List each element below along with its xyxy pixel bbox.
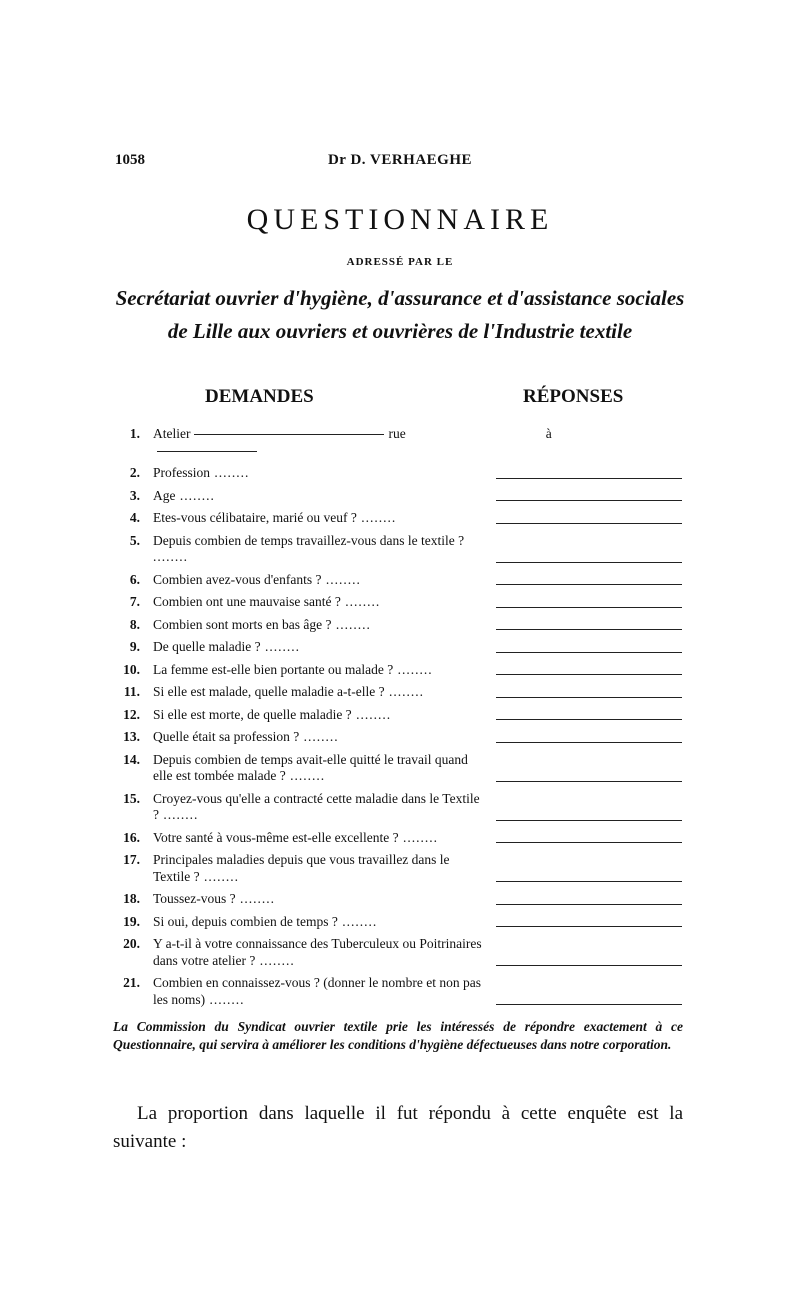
question-label: Quelle était sa profession ?: [153, 729, 300, 744]
question-text: [153, 729, 486, 746]
leader-dots: ........: [393, 661, 433, 677]
question-row: [110, 936, 690, 969]
subtitle: ADRESSÉ PAR LE: [346, 256, 454, 268]
question-list: [110, 426, 690, 1014]
question-number: 10.: [123, 661, 140, 677]
page-number: 1058: [115, 152, 145, 168]
question-row: [110, 791, 690, 824]
question-number: 19.: [123, 913, 140, 929]
leader-dots: ........: [260, 639, 300, 654]
leader-dots: ........: [235, 891, 276, 906]
running-head: Dr D. VERHAEGHE: [327, 152, 473, 168]
leader-dots: ........: [285, 768, 326, 783]
question-text: [153, 830, 486, 847]
question-text: [153, 662, 486, 679]
question-row: [110, 684, 690, 701]
answer-line[interactable]: [496, 652, 682, 653]
question-number: 2.: [129, 465, 140, 480]
question-text: [153, 639, 486, 656]
question-row: [110, 488, 690, 505]
question-row: [110, 662, 690, 679]
question-row: [110, 914, 690, 931]
question-row: [110, 975, 690, 1008]
answer-line[interactable]: [496, 607, 682, 608]
question-label: Croyez-vous qu'elle a contracté cette maladie dans le Textile ?: [153, 790, 480, 822]
body-paragraph: La proportion dans laquelle il fut répondu à cette enquête est la suivante :: [113, 1103, 683, 1152]
question-row: [110, 707, 690, 724]
question-number: 21.: [123, 975, 140, 990]
leader-dots: ........: [321, 571, 361, 587]
question-label: Toussez-vous ?: [153, 891, 236, 906]
leader-dots: ........: [255, 952, 295, 968]
question-number: 18.: [123, 891, 140, 906]
question-label: Atelier: [153, 426, 191, 441]
answer-line[interactable]: [496, 674, 682, 675]
question-label: Combien avez-vous d'enfants ?: [153, 571, 322, 587]
answer-line[interactable]: [496, 719, 682, 720]
question-text: [153, 465, 486, 482]
question-number: 12.: [123, 706, 140, 722]
answer-line[interactable]: [496, 629, 682, 630]
notice-paragraph: La Commission du Syndicat ouvrier textile prie les intéressés de répondre exactement à ce Questionnaire, qui servira à améliorer les conditions d'hygiène défectueuses dans notre corporation.: [113, 1019, 683, 1052]
question-row: [110, 465, 690, 482]
question-number: 16.: [123, 829, 140, 845]
question-row: [110, 426, 690, 459]
answer-line[interactable]: [496, 820, 682, 821]
question-number: 14.: [123, 751, 140, 767]
question-label: Depuis combien de temps travaillez-vous dans le textile ?: [153, 532, 465, 548]
question-text: [153, 617, 486, 634]
question-label: Principales maladies depuis que vous travaillez dans le Textile ?: [153, 852, 450, 884]
question-number: 15.: [123, 790, 140, 806]
question-text: [153, 852, 486, 885]
answer-line[interactable]: [496, 562, 682, 563]
question-label: Si elle est malade, quelle maladie a-t-elle ?: [153, 684, 385, 699]
question-text: [153, 488, 486, 505]
question-row: [110, 852, 690, 885]
answer-line[interactable]: [496, 904, 682, 905]
leader-dots: ........: [337, 913, 378, 929]
question-text: [153, 572, 486, 589]
column-header-reponses: RÉPONSES: [523, 386, 624, 407]
leader-dots: ........: [210, 465, 250, 480]
question-number: 11.: [123, 684, 140, 699]
answer-line[interactable]: [496, 881, 682, 882]
question-text: [153, 533, 486, 566]
question-text: [153, 791, 486, 824]
leader-dots: ........: [175, 487, 215, 503]
answer-line[interactable]: [496, 965, 682, 966]
question-label: Y a-t-il à votre connaissance des Tuberculeux ou Poitrinaires dans votre atelier ?: [153, 936, 482, 968]
column-header-demandes: DEMANDES: [205, 386, 314, 407]
leader-dots: ........: [205, 991, 245, 1007]
question-number: 20.: [123, 936, 140, 951]
question-text: [153, 936, 486, 969]
question-row: [110, 617, 690, 634]
question-text: [153, 510, 486, 527]
answer-line[interactable]: [496, 697, 682, 698]
question-row: [110, 729, 690, 746]
a-label: à: [545, 426, 552, 441]
question-label: Si elle est morte, de quelle maladie ?: [153, 706, 352, 722]
question-text: [153, 891, 486, 908]
question-row: [110, 891, 690, 908]
question-label: Si oui, depuis combien de temps ?: [153, 913, 338, 929]
leader-dots: ........: [340, 594, 381, 609]
leader-dots: ........: [356, 510, 397, 525]
leader-dots: ........: [153, 549, 188, 564]
question-label: Combien en connaissez-vous ? (donner le nombre et non pas les noms): [153, 975, 482, 1007]
question-label: Depuis combien de temps avait-elle quitté le travail quand elle est tombée malade ?: [153, 751, 468, 783]
question-label: Combien ont une mauvaise santé ?: [153, 594, 341, 609]
question-text: [153, 594, 486, 611]
question-text: [153, 684, 486, 701]
answer-line[interactable]: [496, 842, 682, 843]
question-number: 5.: [129, 532, 140, 548]
question-number: 13.: [123, 729, 140, 744]
question-text: [153, 707, 486, 724]
answer-line[interactable]: [496, 926, 682, 927]
answer-line[interactable]: [496, 742, 682, 743]
question-number: 3.: [129, 487, 140, 503]
answer-line[interactable]: [496, 523, 682, 524]
question-label: Profession: [153, 465, 210, 480]
answer-line[interactable]: [496, 500, 682, 501]
answer-line[interactable]: [496, 478, 682, 479]
question-row: [110, 510, 690, 527]
question-text: [153, 752, 486, 785]
question-label: Age: [153, 487, 176, 503]
question-number: 6.: [129, 571, 140, 587]
question-row: [110, 572, 690, 589]
question-number: 9.: [129, 639, 140, 654]
rue-label: rue: [388, 426, 406, 441]
question-number: 7.: [129, 594, 140, 609]
question-number: 17.: [123, 852, 140, 867]
leader-dots: ........: [351, 706, 392, 722]
question-number: 1.: [129, 426, 140, 441]
question-label: Etes-vous célibataire, marié ou veuf ?: [153, 510, 357, 525]
question-row: [110, 830, 690, 847]
page-title: QUESTIONNAIRE: [246, 203, 554, 236]
issuer-line-2: de Lille aux ouvriers et ouvrières de l'Industrie textile: [167, 319, 633, 343]
answer-line[interactable]: [157, 451, 257, 452]
answer-line[interactable]: [496, 1004, 682, 1005]
question-text: [153, 426, 623, 459]
issuer-line-1: Secrétariat ouvrier d'hygiène, d'assurance et d'assistance sociales: [115, 286, 685, 310]
question-label: De quelle maladie ?: [153, 639, 261, 654]
question-row: [110, 533, 690, 566]
issuer-heading: [0, 282, 800, 348]
answer-line[interactable]: [496, 781, 682, 782]
leader-dots: ........: [398, 829, 439, 845]
answer-line[interactable]: [194, 434, 384, 435]
leader-dots: ........: [299, 729, 339, 744]
question-label: Votre santé à vous-même est-elle excellente ?: [153, 829, 399, 845]
question-number: 4.: [129, 510, 140, 525]
question-text: [153, 975, 486, 1008]
question-row: [110, 594, 690, 611]
question-row: [110, 752, 690, 785]
question-number: 8.: [129, 616, 140, 632]
leader-dots: ........: [159, 807, 199, 822]
answer-line[interactable]: [496, 584, 682, 585]
question-row: [110, 639, 690, 656]
leader-dots: ........: [331, 616, 371, 632]
question-text: [153, 914, 486, 931]
leader-dots: ........: [384, 684, 425, 699]
question-label: La femme est-elle bien portante ou malade ?: [153, 661, 394, 677]
leader-dots: ........: [199, 868, 240, 884]
question-label: Combien sont morts en bas âge ?: [153, 616, 332, 632]
